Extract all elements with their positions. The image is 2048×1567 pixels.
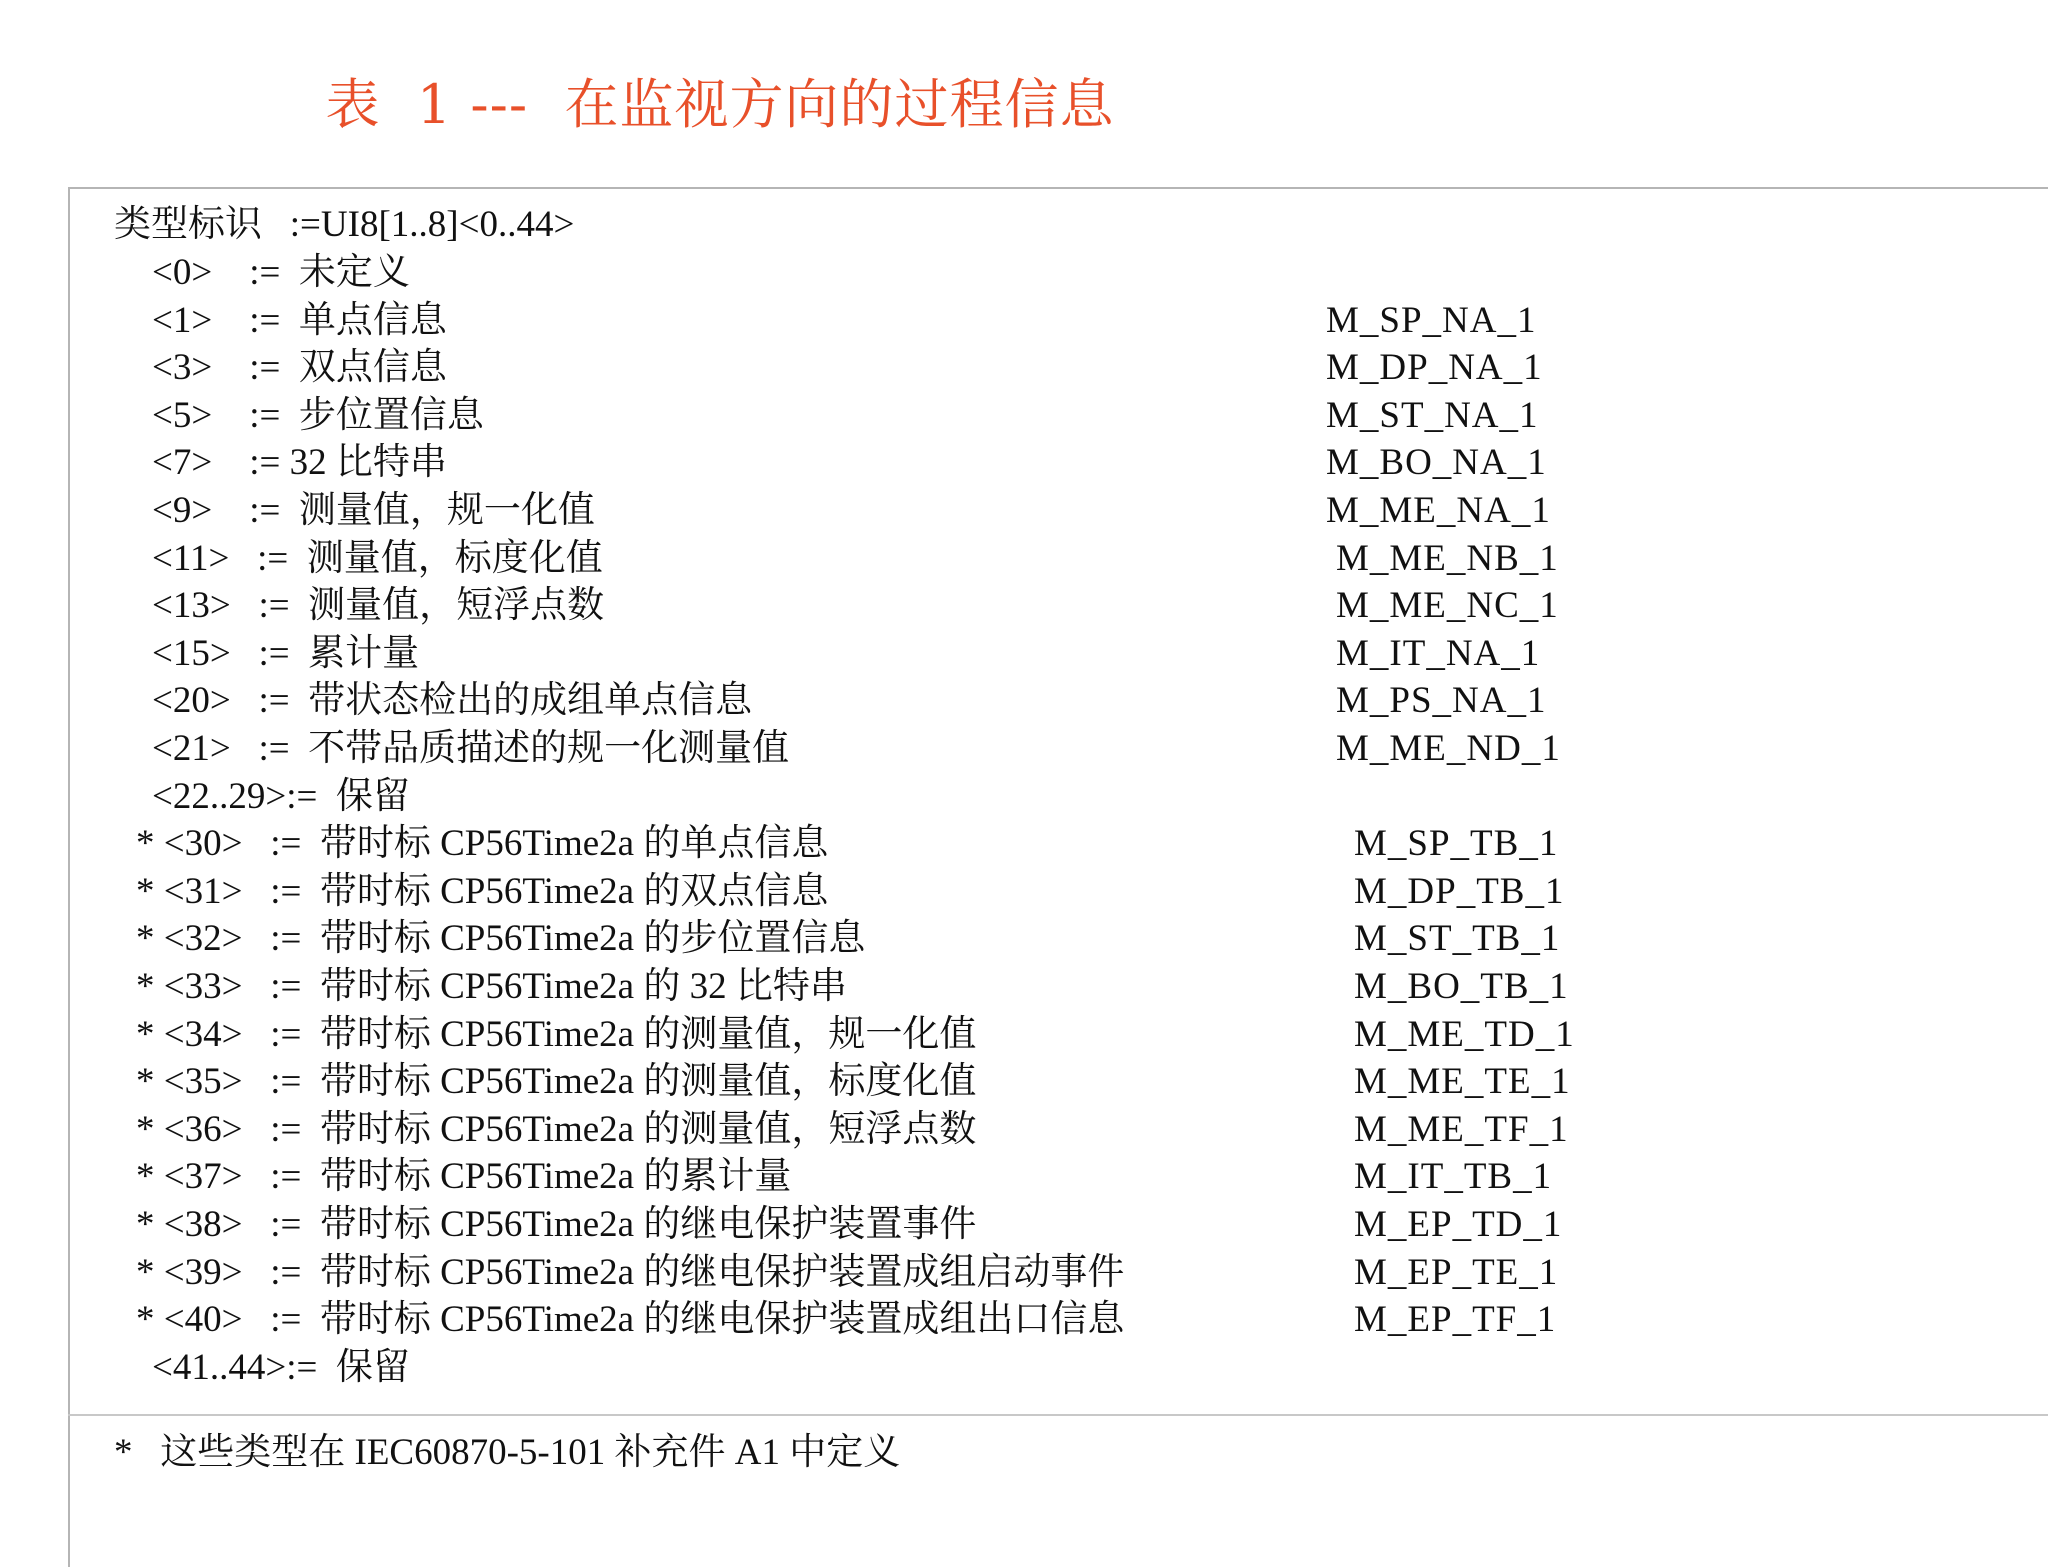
type-row-label: * <33> := 带时标 CP56Time2a 的 32 比特串 xyxy=(136,966,847,1007)
type-row-code: M_SP_TB_1 xyxy=(1354,823,1559,864)
type-row-code: M_ME_ND_1 xyxy=(1336,728,1561,769)
type-row-label: <41..44>:= 保留 xyxy=(152,1347,410,1388)
type-row-label: <20> := 带状态检出的成组单点信息 xyxy=(152,680,753,721)
type-row-label: <21> := 不带品质描述的规一化测量值 xyxy=(152,728,790,769)
type-row-label: * <35> := 带时标 CP56Time2a 的测量值，标度化值 xyxy=(136,1061,977,1102)
type-row-label: * <30> := 带时标 CP56Time2a 的单点信息 xyxy=(136,823,829,864)
type-row-code: M_EP_TF_1 xyxy=(1354,1299,1557,1340)
page-title: 表 1 --- 在监视方向的过程信息 xyxy=(325,73,1115,136)
type-row-label: <9> := 测量值，规一化值 xyxy=(152,490,595,531)
footnote-divider xyxy=(68,1414,2048,1416)
type-row-code: M_ME_NC_1 xyxy=(1336,585,1559,626)
type-row-label: <22..29>:= 保留 xyxy=(152,776,410,817)
type-row-code: M_ME_NB_1 xyxy=(1336,538,1559,579)
type-row-label: * <31> := 带时标 CP56Time2a 的双点信息 xyxy=(136,871,829,912)
type-row-code: M_BO_TB_1 xyxy=(1354,966,1569,1007)
type-row-code: M_BO_NA_1 xyxy=(1326,442,1547,483)
type-row-label: <15> := 累计量 xyxy=(152,633,420,674)
type-row-label: * <36> := 带时标 CP56Time2a 的测量值，短浮点数 xyxy=(136,1109,977,1150)
type-row-label: <13> := 测量值，短浮点数 xyxy=(152,585,605,626)
type-row-code: M_ST_TB_1 xyxy=(1354,918,1561,959)
type-row-code: M_SP_NA_1 xyxy=(1326,300,1537,341)
type-row-label: * <38> := 带时标 CP56Time2a 的继电保护装置事件 xyxy=(136,1204,977,1245)
type-row-code: M_ME_TD_1 xyxy=(1354,1014,1575,1055)
footnote: * 这些类型在 IEC60870-5-101 补充件 A1 中定义 xyxy=(114,1432,901,1473)
type-row-code: M_DP_TB_1 xyxy=(1354,871,1565,912)
type-row-label: * <40> := 带时标 CP56Time2a 的继电保护装置成组出口信息 xyxy=(136,1299,1125,1340)
type-row-label: * <37> := 带时标 CP56Time2a 的累计量 xyxy=(136,1156,792,1197)
type-id-header: 类型标识 :=UI8[1..8]<0..44> xyxy=(114,204,575,245)
type-row-label: * <39> := 带时标 CP56Time2a 的继电保护装置成组启动事件 xyxy=(136,1252,1125,1293)
type-row-code: M_PS_NA_1 xyxy=(1336,680,1547,721)
type-row-code: M_ME_TF_1 xyxy=(1354,1109,1569,1150)
type-row-code: M_ME_NA_1 xyxy=(1326,490,1551,531)
type-row-code: M_EP_TD_1 xyxy=(1354,1204,1563,1245)
type-row-code: M_DP_NA_1 xyxy=(1326,347,1543,388)
type-row-label: <5> := 步位置信息 xyxy=(152,395,484,436)
type-row-label: <11> := 测量值，标度化值 xyxy=(152,538,603,579)
type-row-code: M_IT_NA_1 xyxy=(1336,633,1541,674)
type-row-label: <3> := 双点信息 xyxy=(152,347,447,388)
type-row-label: <7> := 32 比特串 xyxy=(152,442,447,483)
type-row-code: M_ST_NA_1 xyxy=(1326,395,1539,436)
type-row-label: * <32> := 带时标 CP56Time2a 的步位置信息 xyxy=(136,918,866,959)
type-row-label: <0> := 未定义 xyxy=(152,252,410,293)
type-row-code: M_EP_TE_1 xyxy=(1354,1252,1559,1293)
type-row-code: M_ME_TE_1 xyxy=(1354,1061,1571,1102)
type-row-label: <1> := 单点信息 xyxy=(152,300,447,341)
type-row-code: M_IT_TB_1 xyxy=(1354,1156,1553,1197)
type-row-label: * <34> := 带时标 CP56Time2a 的测量值，规一化值 xyxy=(136,1014,977,1055)
